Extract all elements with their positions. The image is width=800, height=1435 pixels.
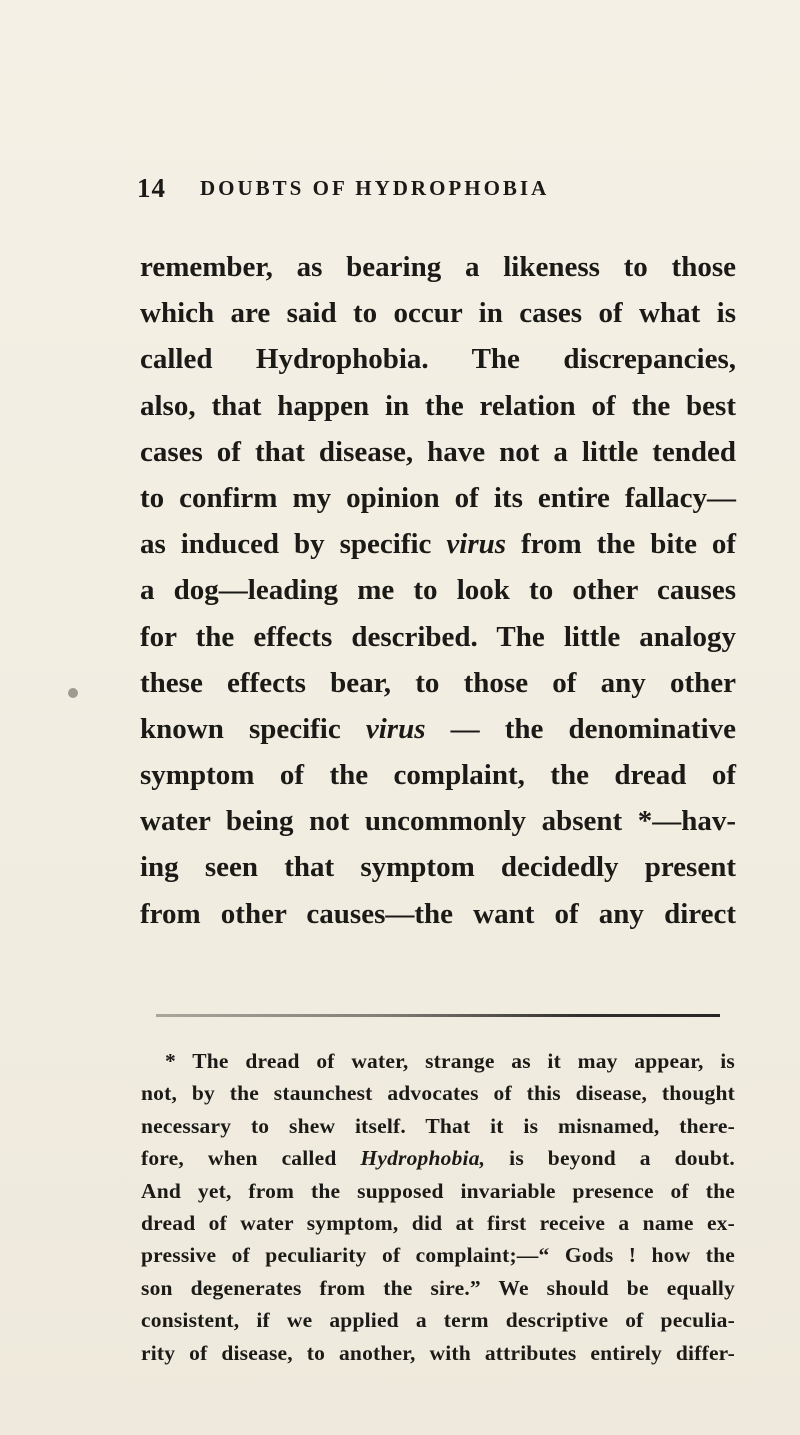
body-line: remember, as bearing a likeness to those	[140, 251, 736, 283]
body-text	[140, 244, 736, 937]
body-line: which are said to occur in cases of what is	[140, 297, 736, 330]
body-line: as induced by specific virus from the bite of	[140, 528, 737, 561]
paper-blemish	[68, 688, 78, 698]
body-line: ing seen that symptom decidedly present	[140, 851, 736, 884]
footnote	[141, 1045, 735, 1369]
page-header	[137, 173, 737, 213]
footnote-line: consistent, if we applied a term descriptive of peculia-	[141, 1308, 735, 1333]
body-line: symptom of the complaint, the dread of	[140, 759, 736, 792]
body-line: water being not uncommonly absent *—hav-	[140, 805, 736, 838]
footnote-line: son degenerates from the sire.” We should be equally	[141, 1275, 735, 1300]
body-line: these effects bear, to those of any other	[140, 666, 736, 699]
footnote-line: And yet, from the supposed invariable presence of the	[141, 1178, 735, 1203]
footnote-line: necessary to shew itself. That it is misnamed, there-	[141, 1113, 735, 1138]
footnote-line: * The dread of water, strange as it may appear, is	[165, 1049, 735, 1073]
body-line: to confirm my opinion of its entire fallacy—	[140, 481, 736, 514]
italic-word: Hydrophobia,	[360, 1146, 486, 1171]
running-head: DOUBTS OF HYDROPHOBIA	[200, 176, 550, 200]
body-line: called Hydrophobia. The discrepancies,	[140, 343, 736, 376]
page-number: 14	[137, 173, 166, 203]
body-line: a dog—leading me to look to other causes	[140, 574, 736, 607]
footnote-line: pressive of peculiarity of complaint;—“ Gods ! how the	[141, 1243, 735, 1268]
body-line: for the effects described. The little analogy	[140, 620, 736, 653]
body-line: from other causes—the want of any direct	[140, 897, 736, 930]
footnote-rule	[156, 1014, 720, 1017]
footnote-line: not, by the staunchest advocates of this disease, thought	[141, 1081, 735, 1106]
body-line: cases of that disease, have not a little tended	[140, 435, 736, 468]
italic-word: virus	[365, 712, 426, 745]
footnote-line: rity of disease, to another, with attributes entirely differ-	[141, 1340, 735, 1365]
footnote-line: fore, when called Hydrophobia, is beyond a doubt.	[141, 1146, 735, 1171]
body-line: known specific virus — the denominative	[140, 712, 737, 745]
body-line: also, that happen in the relation of the best	[140, 389, 736, 422]
italic-word: virus	[446, 528, 507, 561]
footnote-line: dread of water symptom, did at first receive a name ex-	[141, 1210, 735, 1235]
